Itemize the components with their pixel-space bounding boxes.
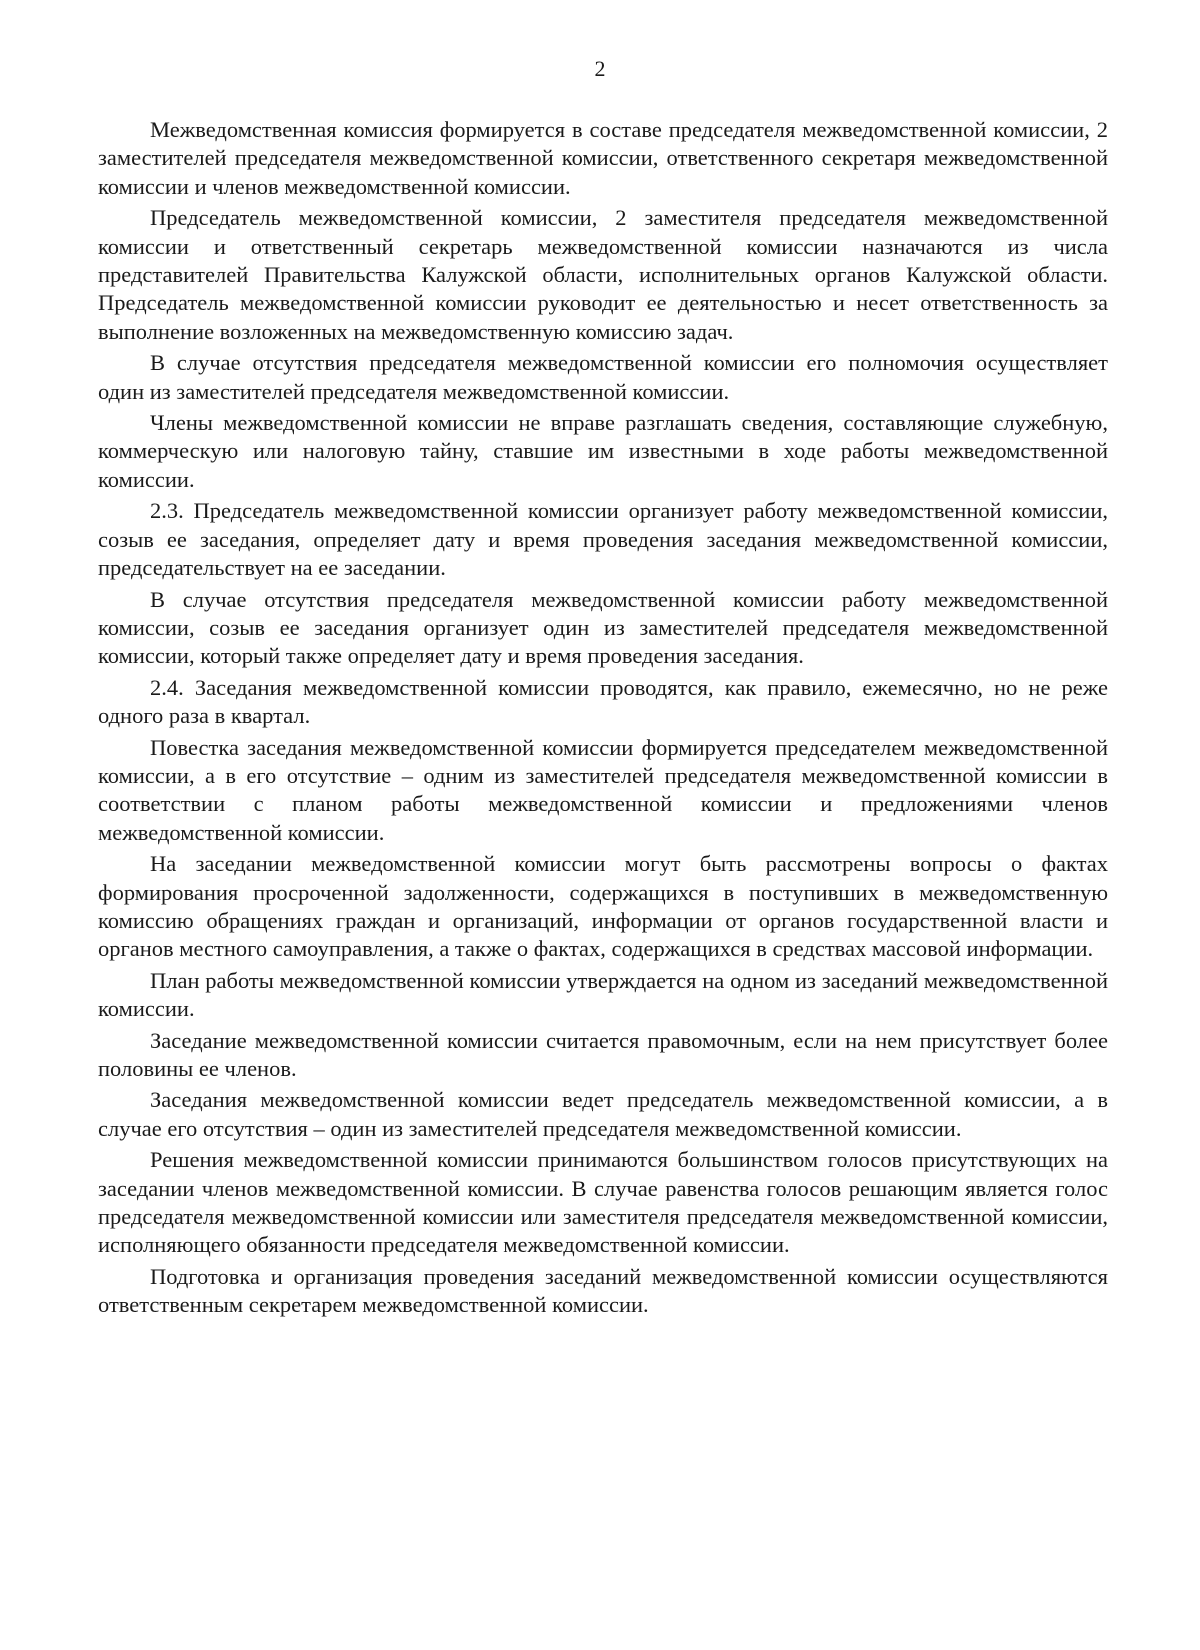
paragraph-section-2-3: 2.3. Председатель межведомственной комиссии организует работу межведомственной комиссии, созыв ее заседания, определяет дату и время проведения заседания межведомственной комиссии, председательствует на ее заседании. (98, 498, 1108, 581)
paragraph-commission-composition: Межведомственная комиссия формируется в составе председателя межведомственной комиссии, 2 заместителей председателя межведомственной комиссии, ответственного секретаря межведомственной комиссии и членов межведомственной комиссии. (98, 117, 1108, 199)
paragraph-deputy-organizes: В случае отсутствия председателя межведомственной комиссии работу межведомственной комиссии, созыв ее заседания организует один из заместителей председателя межведомственной комиссии, который также определяет дату и время проведения заседания. (98, 586, 1108, 669)
paragraph-meeting-chair: Заседания межведомственной комиссии ведет председатель межведомственной комиссии, а в случае его отсутствия – один из заместителей председателя межведомственной комиссии. (98, 1087, 1108, 1141)
paragraph-agenda: Повестка заседания межведомственной комиссии формируется председателем межведомственной комиссии, а в его отсутствие – одним из заместителей председателя межведомственной комиссии в соответствии с планом работы межведомственной комиссии и предложениями членов межведомственной комиссии. (98, 734, 1108, 845)
paragraph-chair-absence: В случае отсутствия председателя межведомственной комиссии его полномочия осуществляет один из заместителей председателя межведомственной комиссии. (98, 350, 1108, 404)
paragraph-quorum: Заседание межведомственной комиссии считается правомочным, если на нем присутствует более половины ее членов. (98, 1027, 1108, 1081)
page-number: 2 (594, 56, 606, 81)
paragraph-chair-appointment: Председатель межведомственной комиссии, 2 заместителя председателя межведомственной комиссии и ответственный секретарь межведомственной комиссии назначаются из числа представителей Правительства Калужской области, исполнительных органов Калужской области. Председатель межведомственной комиссии руководит ее деятельностью и несет ответственность за выполнение возложенных на межведомственную комиссию задач. (98, 205, 1108, 344)
paragraph-preparation: Подготовка и организация проведения заседаний межведомственной комиссии осуществляются ответственным секретарем межведомственной комиссии. (98, 1263, 1108, 1318)
paragraph-decisions: Решения межведомственной комиссии принимаются большинством голосов присутствующих на заседании членов межведомственной комиссии. В случае равенства голосов решающим является голос председателя межведомственной комиссии или заместителя председателя межведомственной комиссии, исполняющего обязанности председателя межведомственной комиссии. (98, 1147, 1108, 1258)
paragraph-confidentiality: Члены межведомственной комиссии не вправе разглашать сведения, составляющие служебную, коммерческую или налоговую тайну, ставшие им известными в ходе работы межведомственной комиссии. (98, 410, 1108, 492)
paragraph-meeting-topics: На заседании межведомственной комиссии могут быть рассмотрены вопросы о фактах формирования просроченной задолженности, содержащихся в поступивших в межведомственную комиссию обращениях граждан и организаций, информации от органов государственной власти и органов местного самоуправления, а также о фактах, содержащихся в средствах массовой информации. (98, 851, 1108, 962)
paragraph-section-2-4: 2.4. Заседания межведомственной комиссии проводятся, как правило, ежемесячно, но не реже одного раза в квартал. (98, 674, 1108, 729)
document-body (98, 116, 1108, 1323)
paragraph-work-plan: План работы межведомственной комиссии утверждается на одном из заседаний межведомственной комиссии. (98, 967, 1108, 1022)
